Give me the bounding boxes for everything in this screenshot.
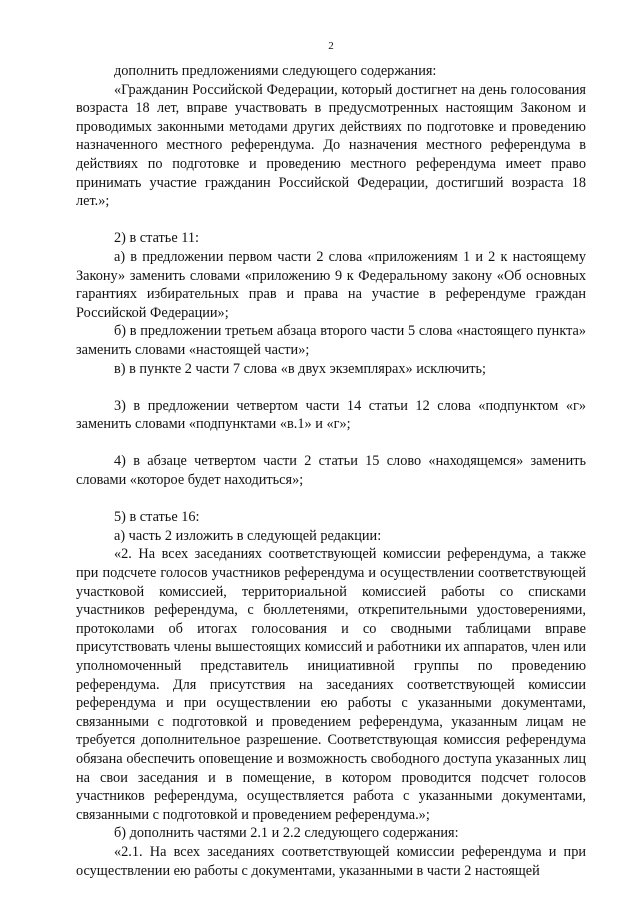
paragraph-item-5a: а) часть 2 изложить в следующей редакции: [114, 527, 382, 544]
paragraph-item-2: 2) в статье 11: [114, 230, 199, 247]
blank-line [76, 378, 586, 397]
paragraph-item-5b: б) дополнить частями 2.1 и 2.2 следующего содержания: [114, 825, 459, 842]
paragraph-quote-part-2-1: «2.1. На всех заседаниях соответствующей комиссии референдума и при осуществлении ею работы с документами, указанными в части 2 настоящей [76, 843, 586, 879]
paragraph-intro: дополнить предложениями следующего содержания: [114, 63, 437, 79]
paragraph-item-2a: а) в предложении первом части 2 слова «приложениям 1 и 2 к настоящему Закону» заменить словами «приложению 9 к Федеральному закону «Об основных гарантиях избирательных прав и права на участие в референдуме граждан Российской Федерации»; [76, 248, 586, 321]
paragraph-quote-part-2: «2. На всех заседаниях соответствующей комиссии референдума, а также при подсчете голосов участников референдума и осуществлении соответствующей участковой комиссией, территориальной комиссией работы со списками участников референдума, с бюллетенями, открепительными удостоверениями, протоколами об итогах голосования и со сводными таблицами вправе присутствовать члены вышестоящих комиссий и работники их аппаратов, член или уполномоченный представитель инициативной группы по проведению референдума. Для присутствия на заседаниях соответствующей комиссии референдума и при осуществлении ею работы с указанными документами, связанными с подготовкой и проведением референдума, указанным лицам не требуется дополнительное разрешение. Соответствующая комиссия референдума обязана обеспечить оповещение и возможность свободного доступа указанных лиц на свои заседания и в помещение, в котором проводится подсчет голосов участников референдума, осуществляется работа с указанными документами, связанными с подготовкой и проведением референдума.»; [76, 546, 586, 823]
blank-line [76, 490, 586, 509]
paragraph-item-2b: б) в предложении третьем абзаца второго части 5 слова «настоящего пункта» заменить словами «настоящей части»; [76, 323, 586, 358]
paragraph-item-3: 3) в предложении четвертом части 14 статьи 12 слова «подпунктом «г» заменить словами «подпунктами «в.1» и «г»; [76, 397, 586, 433]
paragraph-quote-citizen: «Гражданин Российской Федерации, который достигнет на день голосования возраста 18 лет, вправе участвовать в предусмотренных настоящим Законом и проводимых законными методами других действиях по подготовке и проведению назначенного местного референдума. До назначения местного референдума в действиях по подготовке и проведению местного референдума имеет право принимать участие гражданин Российской Федерации, достигший возраста 18 лет.»; [76, 81, 586, 210]
paragraph-item-2v: в) в пункте 2 части 7 слова «в двух экземплярах» исключить; [114, 360, 487, 377]
paragraph-item-5: 5) в статье 16: [114, 509, 200, 526]
page-number: 2 [328, 40, 334, 52]
paragraph-item-4: 4) в абзаце четвертом части 2 статьи 15 слово «находящемся» заменить словами «которое будет находиться»; [76, 453, 586, 489]
blank-line [76, 211, 586, 230]
blank-line [76, 434, 586, 453]
